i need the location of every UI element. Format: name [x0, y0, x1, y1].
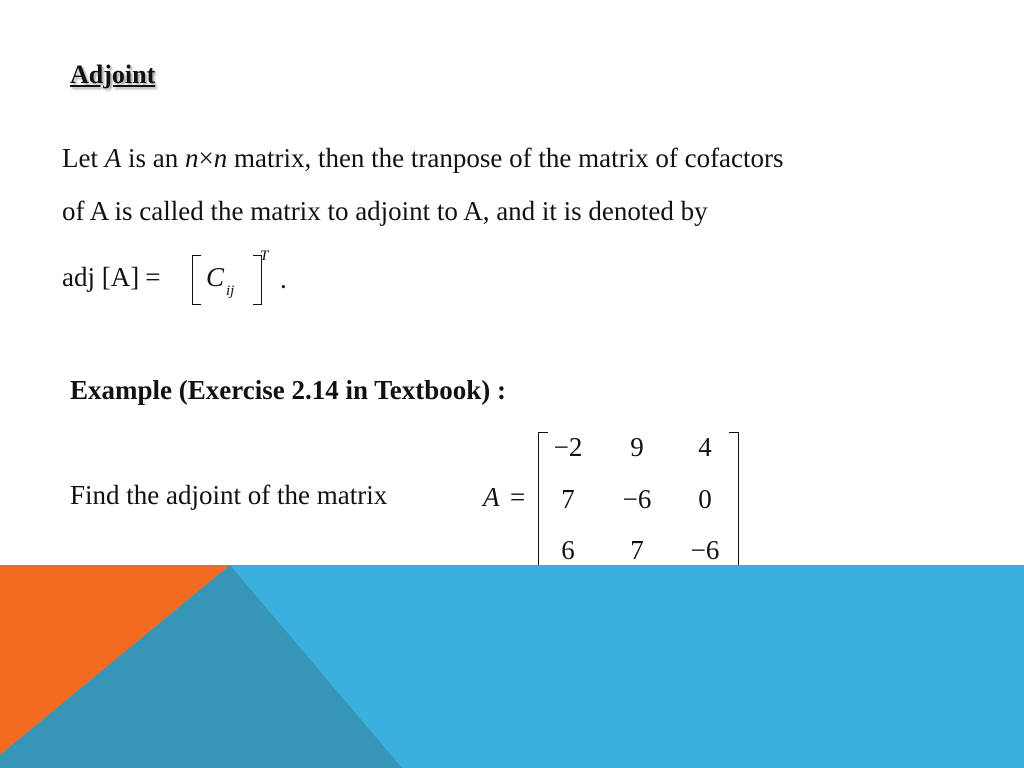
c-symbol: C — [206, 262, 225, 292]
definition-line-2: of A is called the matrix to adjoint to A, and it is denoted by — [62, 196, 708, 226]
example-rest: (Exercise 2.14 in Textbook) : — [172, 375, 507, 405]
cij-left-bracket — [192, 255, 201, 305]
matrix-cell-1-0: 7 — [561, 484, 575, 514]
ij-subscript: ij — [226, 283, 235, 299]
matrix-cell-2-0: 6 — [561, 535, 575, 565]
matrix-cell-2-1: 7 — [630, 535, 644, 565]
adjoint-formula — [62, 262, 164, 293]
slide-title: Adjoint — [70, 60, 156, 89]
matrix-cell-1-2: 0 — [698, 484, 712, 514]
transpose-superscript: T — [260, 248, 269, 264]
matrix-equals: = — [510, 482, 526, 512]
formula-equals: = — [145, 262, 161, 292]
example-heading — [70, 375, 506, 406]
var-n-1: n — [184, 143, 199, 173]
matrix-cell-0-0: −2 — [553, 432, 583, 462]
matrix-label-a: A — [483, 482, 500, 512]
definition-line-1-suffix: matrix, then the tranpose of the matrix of cofactors — [227, 143, 784, 173]
find-text: Find the adjoint of the matrix — [70, 480, 388, 510]
times-symbol: × — [198, 143, 214, 173]
decorative-footer-band — [0, 565, 1024, 768]
is-an-text: is an — [121, 143, 185, 173]
var-a: A — [104, 143, 122, 173]
matrix-cell-2-2: −6 — [690, 535, 720, 565]
formula-period: . — [280, 264, 287, 294]
definition-line-1 — [62, 143, 784, 174]
adj-a-text: adj [A] — [62, 262, 140, 292]
let-text: Let — [62, 143, 105, 173]
example-bold: Example — [70, 375, 173, 405]
matrix-cell-0-2: 4 — [698, 432, 712, 462]
var-n-2: n — [213, 143, 228, 173]
matrix-cell-0-1: 9 — [630, 432, 644, 462]
matrix-cell-1-1: −6 — [622, 484, 652, 514]
